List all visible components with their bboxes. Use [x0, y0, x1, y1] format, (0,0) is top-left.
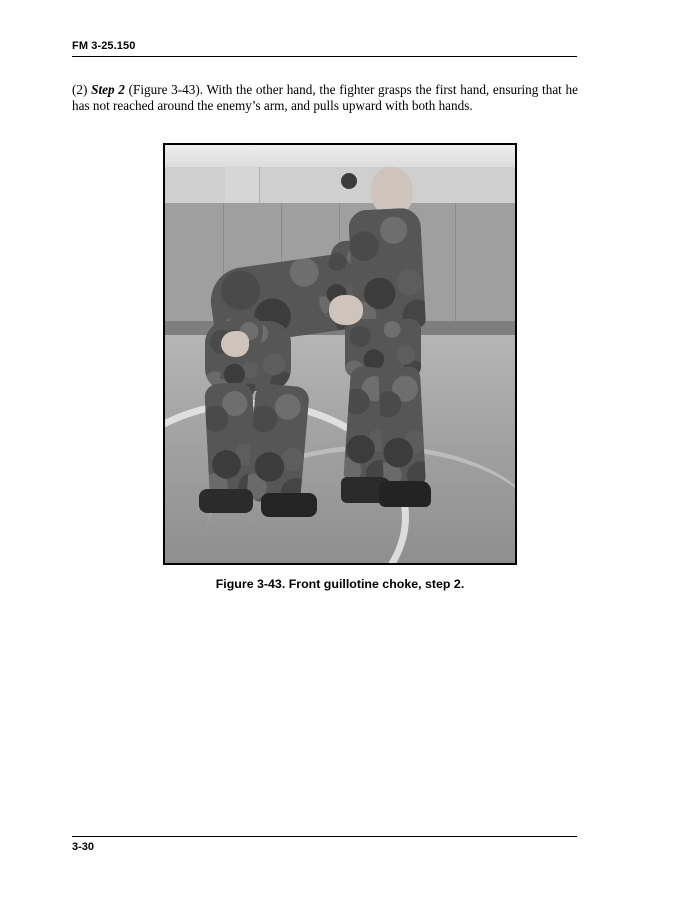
figure-caption: Figure 3-43. Front guillotine choke, step 2.	[215, 577, 465, 591]
fighter-leg-right	[378, 366, 426, 490]
photo-scene	[165, 145, 515, 563]
page-footer	[72, 836, 577, 853]
enemy-hand	[221, 331, 249, 357]
fighter-gripping-hands	[329, 295, 363, 325]
figure-image	[163, 143, 517, 565]
paragraph-text: (Figure 3-43). With the other hand, the fighter grasps the first hand, ensuring that he has not reached around the enemy’s arm, and pulls upward with both hands.	[72, 82, 579, 114]
header-divider	[72, 56, 577, 57]
step-label: Step 2	[91, 82, 125, 97]
scene-wall-sign	[341, 173, 357, 189]
paragraph-number: (2)	[72, 82, 88, 97]
enemy-boot-right	[261, 493, 317, 517]
enemy-leg-right	[246, 383, 310, 505]
scene-door	[225, 167, 260, 203]
enemy-boot-left	[199, 489, 253, 513]
manual-identifier: FM 3-25.150	[72, 40, 136, 52]
page-header	[72, 36, 577, 57]
scene-ceiling	[165, 145, 515, 167]
page-number: 3-30	[72, 841, 95, 853]
footer-divider	[72, 836, 577, 837]
fighter-boot-right	[379, 481, 431, 507]
figure-block	[163, 143, 517, 591]
scene-upper-wall	[165, 167, 515, 203]
body-paragraph	[72, 82, 578, 115]
